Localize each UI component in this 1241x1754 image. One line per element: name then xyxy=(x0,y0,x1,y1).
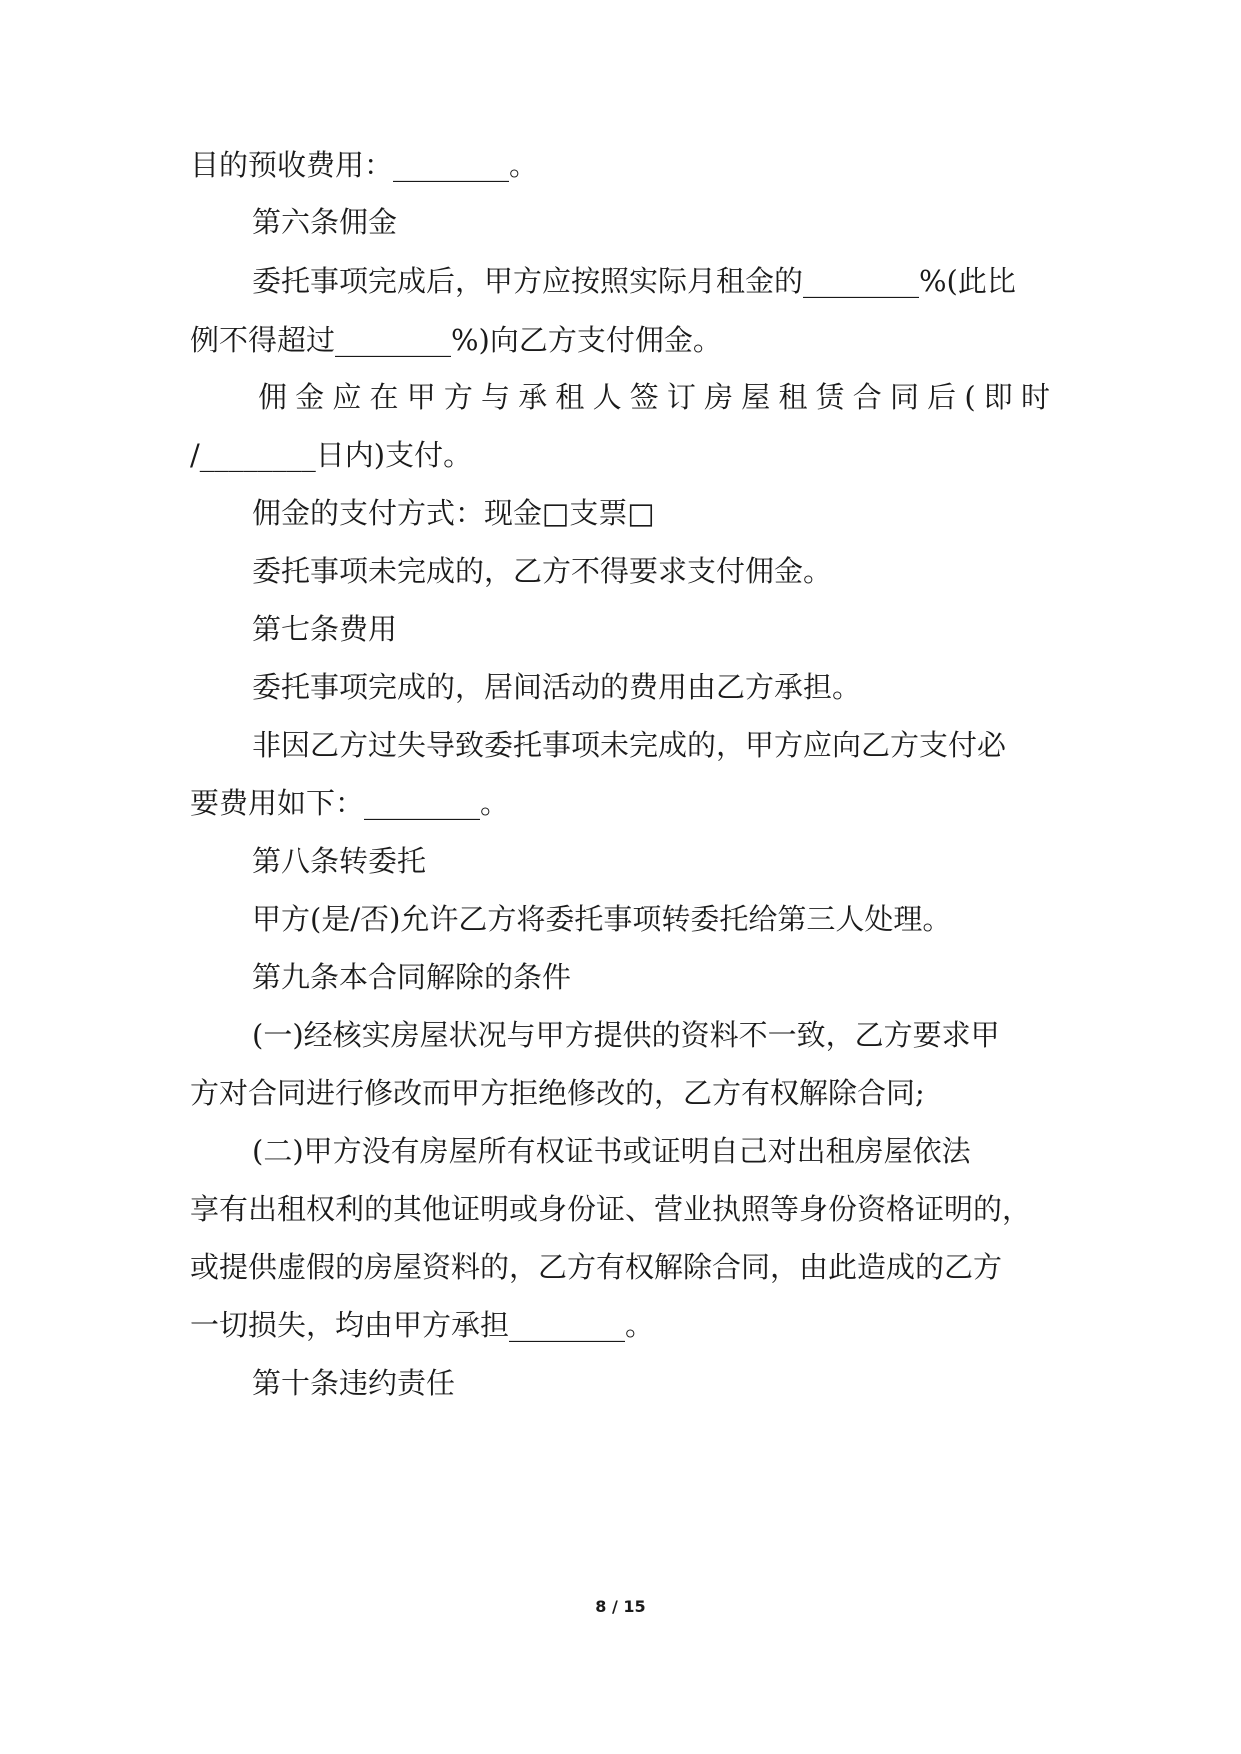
page-number: 8 / 15 xyxy=(595,1597,646,1616)
section-heading: 第八条转委托 xyxy=(252,844,427,878)
text-line: /________日内)支付。 xyxy=(190,438,473,472)
text-line: (一)经核实房屋状况与甲方提供的资料不一致，乙方要求甲 xyxy=(252,1018,1000,1052)
section-heading: 第七条费用 xyxy=(252,612,398,646)
text-line: 委托事项完成后，甲方应按照实际月租金的________%(此比 xyxy=(252,264,1016,298)
text-line: 一切损失，均由甲方承担________。 xyxy=(190,1308,655,1342)
text-line: 非因乙方过失导致委托事项未完成的，甲方应向乙方支付必 xyxy=(252,728,1007,762)
section-heading: 第九条本合同解除的条件 xyxy=(252,960,572,994)
text-line: 佣金应在甲方与承租人签订房屋租赁合同后(即时 xyxy=(258,380,1050,414)
text-line: 或提供虚假的房屋资料的，乙方有权解除合同，由此造成的乙方 xyxy=(190,1250,1003,1284)
section-heading: 第十条违约责任 xyxy=(252,1366,456,1400)
text-line: (二)甲方没有房屋所有权证书或证明自己对出租房屋依法 xyxy=(252,1134,971,1168)
text-line: 甲方(是/否)允许乙方将委托事项转委托给第三人处理。 xyxy=(252,902,952,936)
text-line: 要费用如下：________。 xyxy=(190,786,510,820)
text-line: 委托事项完成的，居间活动的费用由乙方承担。 xyxy=(252,670,862,704)
text-line: 享有出租权利的其他证明或身份证、营业执照等身份资格证明的， xyxy=(190,1192,1032,1226)
section-heading: 第六条佣金 xyxy=(252,205,398,239)
text-line: 目的预收费用：________。 xyxy=(190,148,539,182)
text-line: 例不得超过________%)向乙方支付佣金。 xyxy=(190,323,722,357)
text-line: 方对合同进行修改而甲方拒绝修改的，乙方有权解除合同; xyxy=(190,1076,925,1110)
text-line: 委托事项未完成的，乙方不得要求支付佣金。 xyxy=(252,554,833,588)
text-line: 佣金的支付方式：现金□支票□ xyxy=(252,496,655,530)
